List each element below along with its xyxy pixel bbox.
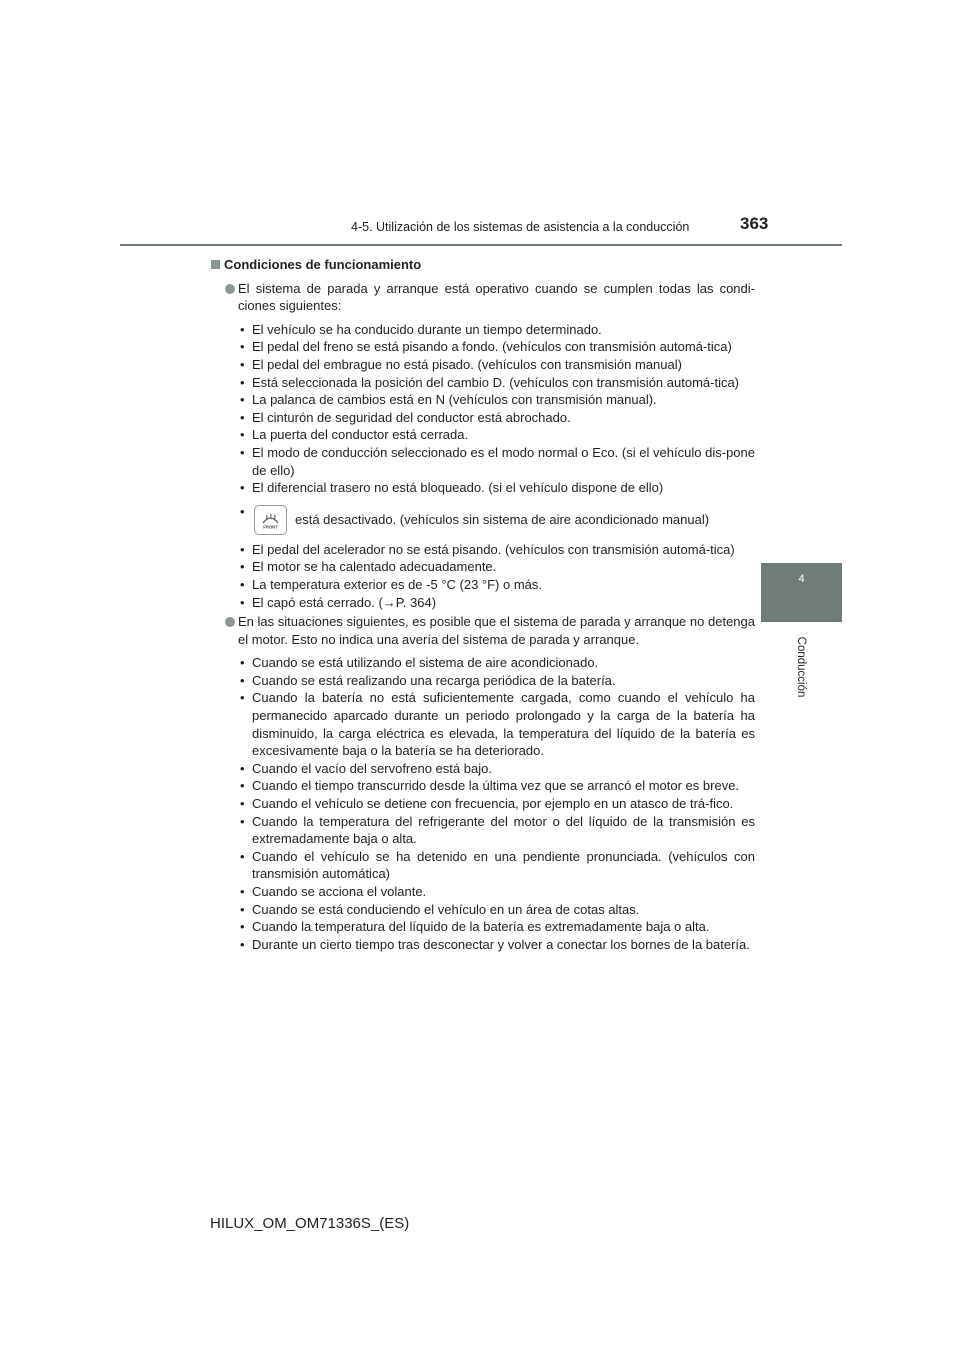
section-heading	[210, 256, 755, 274]
condition-1-icon-list	[238, 503, 755, 537]
condition-1-list-b	[238, 541, 755, 611]
condition-2-list	[238, 654, 755, 953]
list-item: • La palanca de cambios está en N (vehículos con transmisión manual).	[238, 391, 755, 409]
list-item: • El pedal del embrague no está pisado. (vehículos con transmisión manual)	[238, 356, 755, 374]
page-reference-link[interactable]: P. 364)	[395, 594, 437, 610]
circle-bullet-icon	[225, 617, 235, 627]
section-heading-text: Condiciones de funcionamiento	[224, 257, 422, 272]
condition-1-intro	[210, 280, 755, 315]
list-item: • Cuando el vacío del servofreno está bajo.	[238, 760, 755, 778]
list-item: • El modo de conducción seleccionado es el modo normal o Eco. (si el vehículo dis-pone de ello)	[238, 444, 755, 479]
header-rule	[120, 244, 842, 246]
condition-1-text: El sistema de parada y arranque está operativo cuando se cumplen todas las condi-ciones siguientes:	[238, 280, 755, 314]
list-item: • Cuando se está utilizando el sistema de aire acondicionado.	[238, 654, 755, 672]
circle-bullet-icon	[225, 284, 235, 294]
list-item: • Cuando se está realizando una recarga periódica de la batería.	[238, 672, 755, 690]
list-item: • El pedal del acelerador no se está pisando. (vehículos con transmisión automá-tica)	[238, 541, 755, 559]
list-item: • La puerta del conductor está cerrada.	[238, 426, 755, 444]
arrow-right-icon: →	[382, 594, 396, 610]
front-icon-text: • FRONT	[263, 524, 278, 530]
list-item: • Cuando la batería no está suficientemente cargada, como cuando el vehículo ha permanecido aparcado durante un periodo prolongado y la carga de la batería ha disminuido, la carga eléctrica es elevada, la temperatura del líquido de la batería es excesivamente baja o la batería se ha deteriorado.	[238, 689, 755, 759]
chapter-tab-number: 4	[798, 573, 805, 585]
page-number: 363	[740, 214, 769, 233]
list-item: • El diferencial trasero no está bloqueado. (si el vehículo dispone de ello)	[238, 479, 755, 497]
footer-document-code: HILUX_OM_OM71336S_(ES)	[210, 1215, 410, 1232]
list-item: • Durante un cierto tiempo tras desconectar y volver a conectar los bornes de la batería.	[238, 936, 755, 954]
list-item: • El cinturón de seguridad del conductor está abrochado.	[238, 409, 755, 427]
list-item: • Cuando el vehículo se detiene con frecuencia, por ejemplo en un atasco de trá-fico.	[238, 795, 755, 813]
list-item: • Cuando se está conduciendo el vehículo en un área de cotas altas.	[238, 901, 755, 919]
chapter-label	[790, 632, 812, 702]
list-item: • Cuando la temperatura del refrigerante del motor o del líquido de la transmisión es extremadamente baja o alta.	[238, 813, 755, 848]
condition-2-text: En las situaciones siguientes, es posible que el sistema de parada y arranque no detenga el motor. Esto no indica una avería del sistema de parada y arranque.	[238, 614, 755, 647]
hood-item-prefix: El capó está cerrado. (	[252, 594, 383, 610]
list-item: • Está seleccionada la posición del cambio D. (vehículos con transmisión automá-tica)	[238, 374, 755, 392]
square-bullet-icon	[211, 260, 220, 269]
condition-2-intro	[210, 613, 755, 648]
list-item: • Cuando el vehículo se ha detenido en una pendiente pronunciada. (vehículos con transmisión automática)	[238, 848, 755, 883]
list-item-defroster	[238, 503, 755, 537]
defroster-item-text: está desactivado. (vehículos sin sistema de aire acondicionado manual)	[295, 511, 710, 527]
list-item: • El pedal del freno se está pisando a fondo. (vehículos con transmisión automá-tica)	[238, 338, 755, 356]
list-item: • La temperatura exterior es de -5 °C (23 °F) o más.	[238, 576, 755, 594]
list-item: • Cuando se acciona el volante.	[238, 883, 755, 901]
chapter-tab	[761, 563, 842, 622]
list-item: • Cuando el tiempo transcurrido desde la última vez que se arrancó el motor es breve.	[238, 777, 755, 795]
header-section-title: 4-5. Utilización de los sistemas de asistencia a la conducción	[351, 220, 690, 234]
main-content	[210, 256, 755, 953]
list-item-hood	[238, 594, 755, 612]
list-item: • El motor se ha calentado adecuadamente.	[238, 558, 755, 576]
front-defroster-icon	[254, 505, 287, 535]
condition-1-list-a	[238, 321, 755, 497]
list-item: • El vehículo se ha conducido durante un tiempo determinado.	[238, 321, 755, 339]
list-item: • Cuando la temperatura del líquido de la batería es extremadamente baja o alta.	[238, 918, 755, 936]
chapter-label-text: Conducción	[795, 636, 807, 698]
